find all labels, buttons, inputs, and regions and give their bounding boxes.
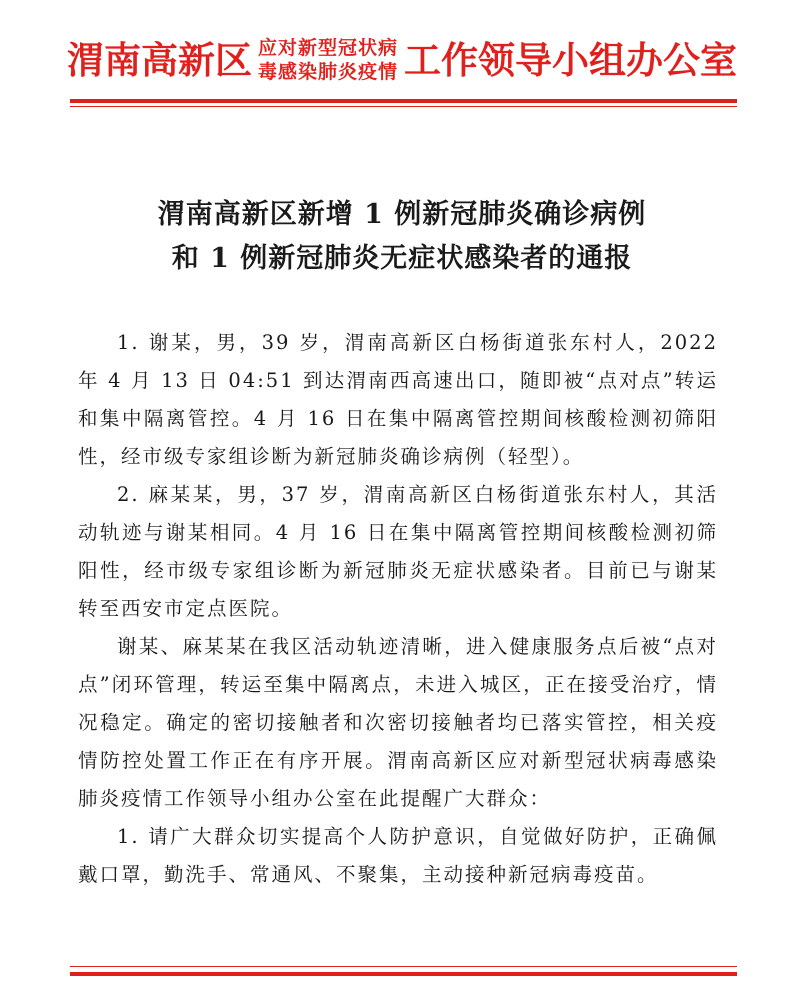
footer-divider-thin xyxy=(70,966,737,967)
header-stacked-text xyxy=(258,36,398,84)
document-header xyxy=(0,28,804,92)
header-stack-top: 应对新型冠状病 xyxy=(257,37,398,59)
paragraph-reminder-1: 1. 请广大群众切实提高个人防护意识，自觉做好防护，正确佩戴口罩，勤洗手、常通风、不聚集，主动接种新冠病毒疫苗。 xyxy=(78,825,718,886)
paragraph-case-2: 2. 麻某某，男，37 岁，渭南高新区白杨街道张东村人，其活动轨迹与谢某相同。4 月 16 日在集中隔离管控期间核酸检测初筛阳性，经市级专家组诊断为新冠肺炎无症状感染者。目前已与谢某转至西安市定点医院。 xyxy=(78,483,718,620)
document-title-line-1: 渭南高新区新增 1 例新冠肺炎确诊病例 xyxy=(157,199,647,230)
paragraph-summary: 谢某、麻某某在我区活动轨迹清晰，进入健康服务点后被“点对点”闭环管理，转运至集中隔离点，未进入城区，正在接受治疗，情况稳定。确定的密切接触者和次密切接触者均已落实管控，相关疫情防控处置工作正在有序开展。渭南高新区应对新型冠状病毒感染肺炎疫情工作领导小组办公室在此提醒广大群众： xyxy=(78,635,718,810)
paragraph-case-1: 1. 谢某，男，39 岁，渭南高新区白杨街道张东村人，2022 年 4 月 13 日 04:51 到达渭南西高速出口，随即被“点对点”转运和集中隔离管控。4 月 16 日在集中隔离管控期间核酸检测初筛阳性，经市级专家组诊断为新冠肺炎确诊病例（轻型）。 xyxy=(78,331,718,468)
header-office-name: 工作领导小组办公室 xyxy=(404,37,737,82)
header-divider-thick xyxy=(70,99,737,103)
header-divider-thin xyxy=(70,106,737,107)
header-stack-bottom: 毒感染肺炎疫情 xyxy=(257,61,398,83)
header-org-name: 渭南高新区 xyxy=(66,37,252,82)
document-body xyxy=(78,324,718,894)
footer-divider-thick xyxy=(70,972,737,976)
document-title-line-2: 和 1 例新冠肺炎无症状感染者的通报 xyxy=(171,243,633,274)
